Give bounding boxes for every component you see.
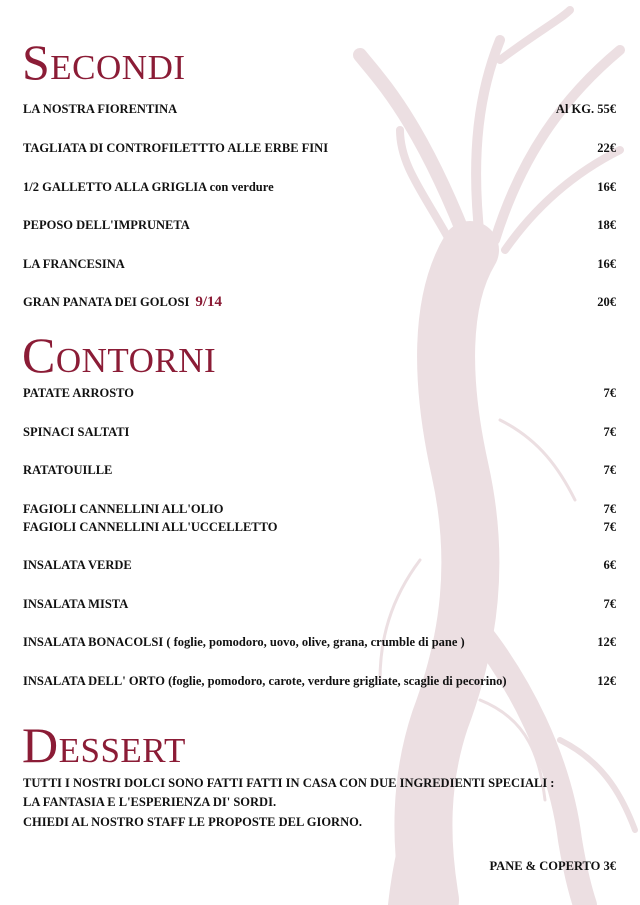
menu-item-name: PATATE ARROSTO: [23, 386, 135, 400]
menu-item-name: SPINACI SALTATI: [23, 425, 130, 439]
menu-item-name-text: GRAN PANATA DEI GOLOSI: [23, 295, 190, 309]
menu-item-name: INSALATA MISTA: [23, 597, 129, 611]
menu-item-price: Al KG. 55€: [555, 102, 616, 116]
section-title-dessert: Dessert: [22, 717, 186, 773]
menu-item-name: FAGIOLI CANNELLINI ALL'UCCELLETTO: [23, 520, 278, 534]
menu-item-name: LA FRANCESINA: [23, 257, 125, 271]
menu-item-price: 12€: [597, 635, 616, 649]
menu-item-price: 7€: [603, 425, 616, 439]
section-title-contorni: Contorni: [22, 327, 217, 383]
menu-item-price: 12€: [597, 674, 616, 688]
menu-item-name: LA NOSTRA FIORENTINA: [23, 102, 178, 116]
menu-item-price: 7€: [603, 463, 616, 477]
menu-item-name: [23, 293, 558, 312]
menu-item-name: FAGIOLI CANNELLINI ALL'OLIO: [23, 502, 224, 516]
menu-item-note: 9/14: [195, 294, 223, 310]
dessert-text-line: TUTTI I NOSTRI DOLCI SONO FATTI FATTI IN CASA CON DUE INGREDIENTI SPECIALI :: [23, 776, 555, 790]
menu-item-name: RATATOUILLE: [23, 463, 113, 477]
menu-item-price: 6€: [603, 558, 616, 572]
menu-item-price: 7€: [603, 386, 616, 400]
bread-cover-charge: PANE & COPERTO 3€: [489, 859, 616, 873]
menu-item-price: 18€: [597, 218, 616, 232]
menu-item-name: 1/2 GALLETTO ALLA GRIGLIA con verdure: [23, 180, 274, 194]
dessert-text-line: CHIEDI AL NOSTRO STAFF LE PROPOSTE DEL GIORNO.: [23, 815, 362, 829]
menu-item-name: INSALATA DELL' ORTO (foglie, pomodoro, carote, verdure grigliate, scaglie di pecorino): [23, 674, 507, 688]
menu-item-price: 7€: [603, 597, 616, 611]
dessert-text-line: LA FANTASIA E L'ESPERIENZA DI' SORDI.: [23, 795, 277, 809]
menu-item-name: INSALATA BONACOLSI ( foglie, pomodoro, uovo, olive, grana, crumble di pane ): [23, 635, 465, 649]
menu-item-name: TAGLIATA DI CONTROFILETTTO ALLE ERBE FINI: [23, 141, 329, 155]
menu-item-price: 22€: [597, 141, 616, 155]
menu-item-price: 16€: [597, 180, 616, 194]
menu-item-price: 20€: [597, 295, 616, 309]
section-title-secondi: Secondi: [22, 34, 186, 90]
menu-item-price: 7€: [603, 520, 616, 534]
menu-item-name: PEPOSO DELL'IMPRUNETA: [23, 218, 190, 232]
menu-item-name: INSALATA VERDE: [23, 558, 132, 572]
menu-item-price: 16€: [597, 257, 616, 271]
menu-item-price: 7€: [603, 502, 616, 516]
